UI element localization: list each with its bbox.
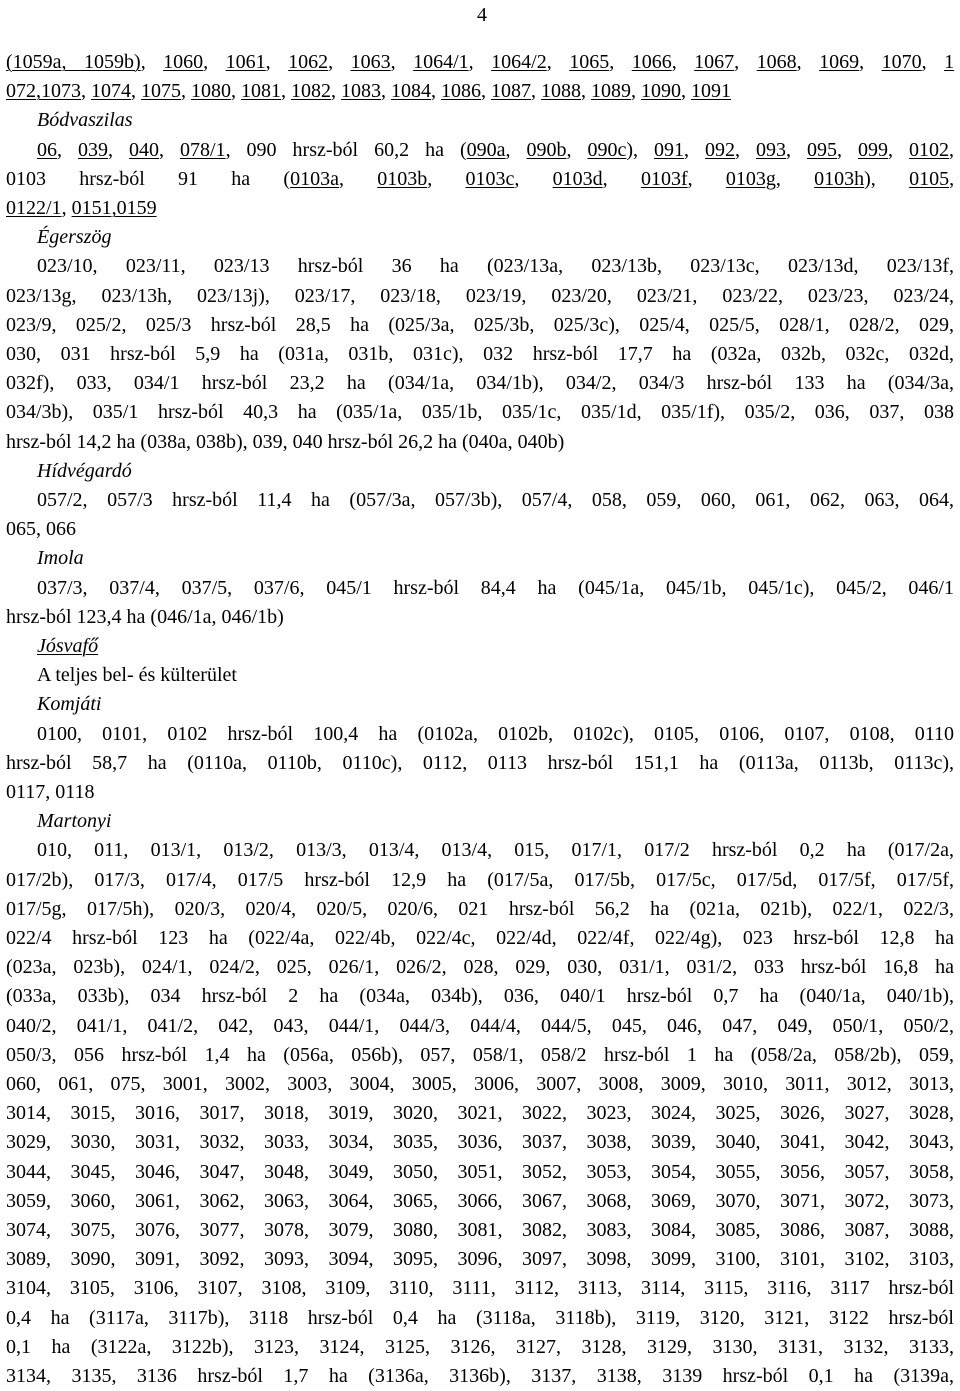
text-segment: ,: [687, 167, 726, 190]
text-segment: 3029, 3030, 3031, 3032, 3033, 3034, 3035, 3036, 3037, 3038, 3039, 3040, 3041, 3042, 3043,: [6, 1131, 954, 1154]
text-segment: ,: [531, 80, 541, 103]
text-segment: 017/5g, 017/5h), 020/3, 020/4, 020/5, 020/6, 021 hrsz-ból 56,2 ha (021a, 021b), 022/1, 022/3,: [6, 897, 954, 920]
text-segment: ,: [888, 138, 910, 161]
underlined-text: 040: [129, 138, 159, 161]
text-segment: ,: [265, 51, 289, 73]
underlined-text: 1063: [350, 51, 391, 73]
text-segment: 034/3b), 035/1 hrsz-ból 40,3 ha (035/1a, 035/1b, 035/1c, 035/1d, 035/1f), 035/2, 036, 037, 038: [6, 401, 954, 424]
text-segment: 3104, 3105, 3106, 3107, 3108, 3109, 3110, 3111, 3112, 3113, 3114, 3115, 3116, 3117 hrsz-ból: [6, 1277, 954, 1300]
text-line: [6, 1041, 954, 1070]
text-line: [6, 866, 954, 895]
text-line: [6, 1333, 954, 1362]
text-line: [6, 603, 954, 632]
text-segment: , 090 hrsz-ból 60,2 ha (: [225, 138, 467, 161]
underlined-text: 0103f: [640, 167, 688, 190]
text-segment: Imola: [37, 547, 84, 570]
text-line: [6, 369, 954, 398]
text-segment: 023/13g, 023/13h, 023/13j), 023/17, 023/18, 023/19, 023/20, 023/21, 023/22, 023/23, 023/24,: [6, 284, 954, 307]
text-segment: ,: [468, 51, 492, 73]
text-line: [6, 1274, 954, 1303]
section-heading: [37, 457, 954, 486]
text-segment: 3134, 3135, 3136 hrsz-ból 1,7 ha (3136a, 3136b), 3137, 3138, 3139 hrsz-ból 0,1 ha (3139a,: [6, 1365, 954, 1387]
text-line: [6, 311, 954, 340]
text-line: [6, 194, 954, 223]
text-segment: (023a, 023b), 024/1, 024/2, 025, 026/1, 026/2, 028, 029, 030, 031/1, 031/2, 033 hrsz-ból 16,8 ha: [6, 956, 954, 979]
text-segment: ,: [331, 80, 341, 103]
text-line: [6, 895, 954, 924]
text-segment: 0,4 ha (3117a, 3117b), 3118 hrsz-ból 0,4 ha (3118a, 3118b), 3119, 3120, 3121, 3122 hrsz-ból: [6, 1306, 954, 1329]
underlined-text: 1086: [441, 80, 481, 103]
section-heading: [37, 807, 954, 836]
underlined-text: 1090: [641, 80, 681, 103]
text-segment: ,: [108, 138, 129, 161]
text-line: [6, 1245, 954, 1274]
text-segment: Bódvaszilas: [37, 109, 133, 132]
text-line: [6, 48, 954, 77]
underlined-text: 06: [37, 138, 57, 161]
underlined-text: 095: [807, 138, 838, 161]
underlined-text: Jósvafő: [37, 635, 99, 657]
text-line: [6, 1128, 954, 1157]
text-segment: ,: [671, 51, 695, 73]
text-segment: ,: [734, 51, 757, 73]
text-segment: 0117, 0118: [6, 781, 95, 803]
text-line: [6, 1099, 954, 1128]
section-heading: [37, 632, 954, 661]
text-segment: Komjáti: [37, 693, 102, 716]
text-segment: hrsz-ból 14,2 ha (038a, 038b), 039, 040 hrsz-ból 26,2 ha (040a, 040b): [6, 430, 565, 453]
text-segment: ,: [602, 167, 641, 190]
underlined-text: 090b: [526, 138, 567, 161]
text-line: [6, 1070, 954, 1099]
text-segment: 057/2, 057/3 hrsz-ból 11,4 ha (057/3a, 057/3b), 057/4, 058, 059, 060, 061, 062, 063, 064,: [37, 489, 954, 511]
text-segment: Égerszög: [37, 226, 112, 249]
text-segment: 037/3, 037/4, 037/5, 037/6, 045/1 hrsz-ból 84,4 ha (045/1a, 045/1b, 045/1c), 045/2, 046/1: [37, 576, 954, 599]
underlined-text: 0151,0159: [71, 197, 157, 219]
text-segment: ,: [131, 80, 141, 103]
text-line: [6, 1216, 954, 1245]
text-line: [6, 1187, 954, 1216]
text-line: [6, 1158, 954, 1187]
text-line: [6, 428, 954, 457]
text-segment: ,: [949, 138, 955, 161]
text-segment: ,: [921, 51, 945, 73]
text-segment: 0103 hrsz-ból 91 ha (: [6, 167, 291, 190]
text-segment: 3089, 3090, 3091, 3092, 3093, 3094, 3095, 3096, 3097, 3098, 3099, 3100, 3101, 3102, 3103,: [6, 1248, 954, 1271]
underlined-text: 1081: [241, 80, 281, 103]
text-segment: ,: [159, 138, 180, 161]
underlined-text: 1: [944, 51, 955, 73]
underlined-text: 093: [756, 138, 787, 161]
underlined-text: 1065: [569, 51, 610, 73]
text-segment: 022/4 hrsz-ból 123 ha (022/4a, 022/4b, 022/4c, 022/4d, 022/4f, 022/4g), 023 hrsz-ból 12,8 ha: [6, 927, 954, 949]
underlined-text: 1082: [291, 80, 331, 103]
text-segment: 017/2b), 017/3, 017/4, 017/5 hrsz-ból 12,9 ha (017/5a, 017/5b, 017/5c, 017/5d, 017/5f, 017/5f,: [6, 868, 954, 891]
underlined-text: 1091: [691, 80, 731, 103]
text-segment: 3059, 3060, 3061, 3062, 3063, 3064, 3065, 3066, 3067, 3068, 3069, 3070, 3071, 3072, 3073,: [6, 1189, 954, 1212]
text-line: [37, 486, 954, 515]
underlined-text: 0103a: [290, 167, 339, 190]
underlined-text: 1062: [288, 51, 329, 73]
underlined-text: 1067: [694, 51, 735, 73]
underlined-text: 0122/1: [6, 197, 62, 219]
section-heading: [37, 106, 954, 135]
text-segment: ,: [231, 80, 241, 103]
page-number: 4: [477, 4, 487, 26]
text-line: [6, 778, 954, 807]
underlined-text: 1069: [819, 51, 860, 73]
text-line: [6, 340, 954, 369]
text-segment: 0,1 ha (3122a, 3122b), 3123, 3124, 3125, 3126, 3127, 3128, 3129, 3130, 3131, 3132, 3133,: [6, 1335, 954, 1358]
text-segment: ,: [514, 167, 553, 190]
underlined-text: 092: [705, 138, 736, 161]
text-segment: ,: [140, 51, 164, 73]
text-line: [6, 282, 954, 311]
text-segment: 065, 066: [6, 518, 76, 541]
underlined-text: 1068: [756, 51, 797, 73]
text-segment: 3044, 3045, 3046, 3047, 3048, 3049, 3050, 3051, 3052, 3053, 3054, 3055, 3056, 3057, 3058,: [6, 1160, 954, 1183]
text-segment: ,: [735, 138, 757, 161]
text-line: [37, 252, 954, 281]
text-segment: ,: [181, 80, 191, 103]
section-heading: [37, 544, 954, 573]
underlined-text: 1060: [163, 51, 204, 73]
text-segment: ,: [546, 51, 570, 73]
text-line: [6, 924, 954, 953]
text-segment: 050/3, 056 hrsz-ból 1,4 ha (056a, 056b), 057, 058/1, 058/2 hrsz-ból 1 ha (058/2a, 058/2b), 059,: [6, 1043, 954, 1066]
text-segment: ,: [505, 138, 527, 161]
text-line: [6, 982, 954, 1011]
text-segment: ,: [786, 138, 808, 161]
text-line: [6, 398, 954, 427]
underlined-text: 1083: [341, 80, 381, 103]
text-segment: 023/10, 023/11, 023/13 hrsz-ból 36 ha (023/13a, 023/13b, 023/13c, 023/13d, 023/13f,: [37, 255, 954, 278]
text-segment: Hídvégardó: [37, 459, 132, 482]
text-segment: 010, 011, 013/1, 013/2, 013/3, 013/4, 013/4, 015, 017/1, 017/2 hrsz-ból 0,2 ha (017/2a,: [37, 839, 954, 862]
underlined-text: 0102: [909, 138, 950, 161]
text-segment: ,: [949, 167, 955, 190]
underlined-text: 1089: [591, 80, 631, 103]
underlined-text: 078/1: [180, 138, 226, 161]
text-segment: (033a, 033b), 034 hrsz-ból 2 ha (034a, 034b), 036, 040/1 hrsz-ból 0,7 ha (040/1a, 040/1b),: [6, 985, 954, 1008]
text-line: [37, 136, 954, 165]
text-segment: ,: [390, 51, 414, 73]
section-heading: [37, 690, 954, 719]
text-segment: Martonyi: [37, 810, 112, 833]
text-segment: hrsz-ból 58,7 ha (0110a, 0110b, 0110c), 0112, 0113 hrsz-ból 151,1 ha (0113a, 0113b, 0113c),: [6, 751, 954, 774]
underlined-text: 072,1073: [6, 80, 81, 103]
text-line: [37, 720, 954, 749]
underlined-text: 039: [78, 138, 108, 161]
underlined-text: 1061: [225, 51, 266, 73]
text-segment: ,: [859, 51, 882, 73]
text-segment: 040/2, 041/1, 041/2, 042, 043, 044/1, 044/3, 044/4, 044/5, 045, 046, 047, 049, 050/1, 050/2,: [6, 1014, 954, 1037]
text-segment: ,: [631, 80, 641, 103]
underlined-text: 1070: [881, 51, 922, 73]
text-segment: ,: [281, 80, 291, 103]
underlined-text: 1064/1: [413, 51, 469, 73]
section-heading: [37, 223, 954, 252]
text-segment: ,: [684, 138, 706, 161]
text-line: [6, 749, 954, 778]
text-segment: ,: [775, 167, 815, 190]
underlined-text: 099: [858, 138, 889, 161]
text-segment: 032f), 033, 034/1 hrsz-ból 23,2 ha (034/1a, 034/1b), 034/2, 034/3 hrsz-ból 133 ha (034/3a,: [6, 372, 954, 395]
text-segment: 3014, 3015, 3016, 3017, 3018, 3019, 3020, 3021, 3022, 3023, 3024, 3025, 3026, 3027, 3028,: [6, 1102, 954, 1125]
text-segment: ,: [338, 167, 378, 190]
underlined-text: 091: [654, 138, 685, 161]
underlined-text: (1059a, 1059b): [6, 51, 141, 73]
text-segment: ,: [796, 51, 820, 73]
text-segment: ,: [837, 138, 859, 161]
text-segment: ,: [609, 51, 632, 73]
underlined-text: 1088: [541, 80, 581, 103]
underlined-text: 0103b: [377, 167, 428, 190]
text-segment: ,: [81, 80, 91, 103]
text-segment: ,: [57, 138, 78, 161]
underlined-text: 1075: [141, 80, 181, 103]
text-segment: ,: [427, 167, 466, 190]
text-segment: ,: [61, 197, 72, 219]
text-segment: 0100, 0101, 0102 hrsz-ból 100,4 ha (0102a, 0102b, 0102c), 0105, 0106, 0107, 0108, 0110: [37, 722, 954, 745]
underlined-text: 1080: [191, 80, 231, 103]
text-segment: ,: [328, 51, 351, 73]
text-line: [37, 574, 954, 603]
underlined-text: 0103c: [465, 167, 515, 190]
text-line: [37, 836, 954, 865]
text-line: [6, 1012, 954, 1041]
underlined-text: 0103d: [552, 167, 603, 190]
underlined-text: 1066: [631, 51, 672, 73]
underlined-text: 1087: [491, 80, 531, 103]
text-line: [6, 165, 954, 194]
text-segment: hrsz-ból 123,4 ha (046/1a, 046/1b): [6, 605, 284, 628]
text-segment: 3074, 3075, 3076, 3077, 3078, 3079, 3080, 3081, 3082, 3083, 3084, 3085, 3086, 3087, 3088,: [6, 1219, 954, 1241]
text-segment: ),: [864, 167, 910, 190]
text-segment: ,: [566, 138, 588, 161]
text-segment: 030, 031 hrsz-ból 5,9 ha (031a, 031b, 031c), 032 hrsz-ból 17,7 ha (032a, 032b, 032c, 032d,: [6, 343, 954, 365]
text-segment: 023/9, 025/2, 025/3 hrsz-ból 28,5 ha (025/3a, 025/3b, 025/3c), 025/4, 025/5, 028/1, 028/2, 029,: [6, 313, 954, 336]
underlined-text: 1064/2: [491, 51, 547, 73]
text-segment: 060, 061, 075, 3001, 3002, 3003, 3004, 3005, 3006, 3007, 3008, 3009, 3010, 3011, 3012, 3013,: [6, 1073, 954, 1095]
underlined-text: 1084: [391, 80, 431, 103]
underlined-text: 1074: [91, 80, 131, 103]
text-line: [6, 515, 954, 544]
text-segment: ,: [481, 80, 491, 103]
text-line: [6, 1304, 954, 1333]
text-segment: ,: [581, 80, 591, 103]
underlined-text: 0103g: [725, 167, 776, 190]
text-segment: ,: [203, 51, 226, 73]
text-line: [6, 77, 954, 106]
text-segment: A teljes bel- és külterület: [37, 664, 237, 687]
underlined-text: 090a: [466, 138, 506, 161]
text-segment: ,: [381, 80, 391, 103]
underlined-text: 090c: [587, 138, 627, 161]
text-line: [6, 953, 954, 982]
text-segment: ,: [431, 80, 441, 103]
underlined-text: 0103h: [814, 167, 865, 190]
text-line: [37, 661, 954, 690]
text-segment: ),: [626, 138, 655, 161]
underlined-text: 0105: [909, 167, 950, 190]
text-segment: ,: [681, 80, 691, 103]
